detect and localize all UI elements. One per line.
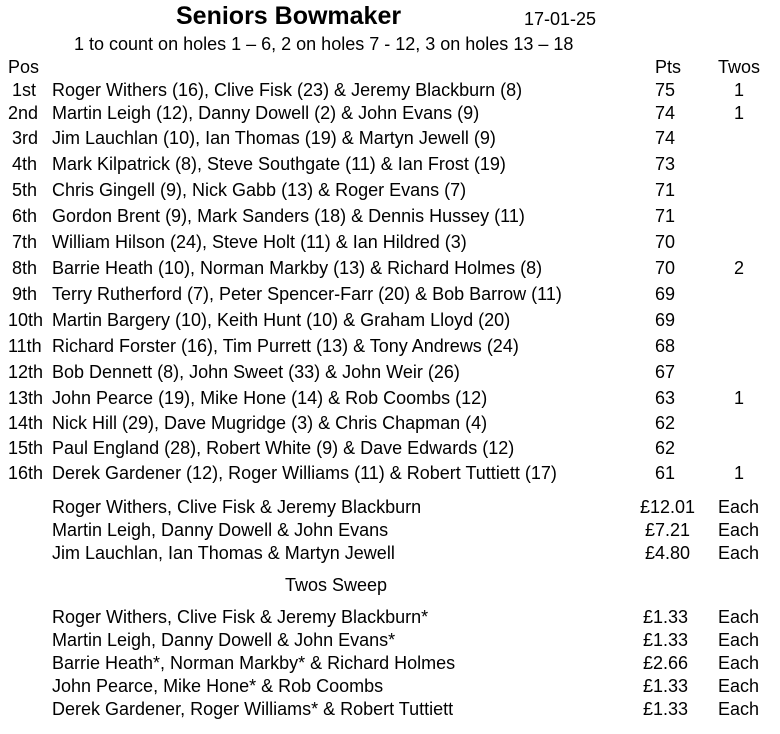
team-cell: Richard Forster (16), Tim Purrett (13) & Tony Andrews (24) (52, 336, 519, 356)
position-cell: 2nd (8, 103, 39, 123)
prize-each: Each (718, 497, 760, 517)
team-cell: Paul England (28), Robert White (9) & Dave Edwards (12) (52, 438, 515, 458)
sweep-team: Barrie Heath*, Norman Markby* & Richard Holmes (52, 653, 456, 673)
sweep-team: John Pearce, Mike Hone* & Rob Coombs (52, 676, 384, 696)
position-cell: 3rd (12, 128, 39, 148)
position-cell: 10th (8, 310, 44, 330)
team-cell: William Hilson (24), Steve Holt (11) & Ian Hildred (3) (52, 232, 467, 252)
points-cell: 63 (655, 388, 676, 408)
position-cell: 7th (12, 232, 38, 252)
points-cell: 74 (655, 103, 676, 123)
position-cell: 13th (8, 388, 44, 408)
sweep-amount: £2.66 (643, 653, 689, 673)
column-header-pos: Pos (8, 57, 40, 77)
team-cell: Martin Leigh (12), Danny Dowell (2) & John Evans (9) (52, 103, 480, 123)
position-cell: 1st (12, 80, 37, 100)
points-cell: 62 (655, 438, 676, 458)
points-cell: 71 (655, 206, 676, 226)
position-cell: 8th (12, 258, 38, 278)
team-cell: Jim Lauchlan (10), Ian Thomas (19) & Martyn Jewell (9) (52, 128, 496, 148)
sweep-each: Each (718, 630, 760, 650)
team-cell: Terry Rutherford (7), Peter Spencer-Farr (20) & Bob Barrow (11) (52, 284, 562, 304)
points-cell: 69 (655, 310, 676, 330)
twos-cell: 1 (734, 103, 745, 123)
position-cell: 9th (12, 284, 38, 304)
points-cell: 74 (655, 128, 676, 148)
points-cell: 71 (655, 180, 676, 200)
event-date: 17-01-25 (524, 9, 597, 29)
column-header-twos: Twos (718, 57, 761, 77)
sweep-amount: £1.33 (643, 676, 689, 696)
prize-each: Each (718, 520, 760, 540)
sweep-each: Each (718, 607, 760, 627)
points-cell: 70 (655, 258, 676, 278)
page-title: Seniors Bowmaker (176, 2, 402, 30)
twos-cell: 1 (734, 463, 745, 483)
team-cell: Martin Bargery (10), Keith Hunt (10) & Graham Lloyd (20) (52, 310, 511, 330)
twos-cell: 1 (734, 388, 745, 408)
sweep-team: Derek Gardener, Roger Williams* & Robert Tuttiett (52, 699, 454, 719)
prize-amount: £7.21 (645, 520, 691, 540)
team-cell: Nick Hill (29), Dave Mugridge (3) & Chris Chapman (4) (52, 413, 488, 433)
points-cell: 70 (655, 232, 676, 252)
points-cell: 73 (655, 154, 676, 174)
points-cell: 61 (655, 463, 676, 483)
points-cell: 75 (655, 80, 676, 100)
points-cell: 69 (655, 284, 676, 304)
sweep-team: Martin Leigh, Danny Dowell & John Evans* (52, 630, 396, 650)
twos-cell: 1 (734, 80, 745, 100)
points-cell: 62 (655, 413, 676, 433)
twos-cell: 2 (734, 258, 745, 278)
scoring-rules: 1 to count on holes 1 – 6, 2 on holes 7 - 12, 3 on holes 13 – 18 (74, 34, 574, 54)
sweep-each: Each (718, 699, 760, 719)
team-cell: Mark Kilpatrick (8), Steve Southgate (11) & Ian Frost (19) (52, 154, 506, 174)
sweep-each: Each (718, 676, 760, 696)
sweep-each: Each (718, 653, 760, 673)
position-cell: 16th (8, 463, 44, 483)
sweep-amount: £1.33 (643, 630, 689, 650)
team-cell: Barrie Heath (10), Norman Markby (13) & Richard Holmes (8) (52, 258, 543, 278)
position-cell: 6th (12, 206, 38, 226)
position-cell: 14th (8, 413, 44, 433)
position-cell: 5th (12, 180, 38, 200)
position-cell: 12th (8, 362, 44, 382)
team-cell: John Pearce (19), Mike Hone (14) & Rob Coombs (12) (52, 388, 488, 408)
prize-each: Each (718, 543, 760, 563)
sweep-amount: £1.33 (643, 699, 689, 719)
team-cell: Gordon Brent (9), Mark Sanders (18) & Dennis Hussey (11) (52, 206, 525, 226)
team-cell: Roger Withers (16), Clive Fisk (23) & Jeremy Blackburn (8) (52, 80, 523, 100)
team-cell: Chris Gingell (9), Nick Gabb (13) & Roger Evans (7) (52, 180, 467, 200)
prize-team: Martin Leigh, Danny Dowell & John Evans (52, 520, 389, 540)
column-header-pts: Pts (655, 57, 682, 77)
points-cell: 67 (655, 362, 676, 382)
team-cell: Bob Dennett (8), John Sweet (33) & John Weir (26) (52, 362, 460, 382)
position-cell: 11th (8, 336, 42, 356)
position-cell: 4th (12, 154, 38, 174)
sweep-team: Roger Withers, Clive Fisk & Jeremy Blackburn* (52, 607, 429, 627)
twos-sweep-title: Twos Sweep (285, 575, 388, 595)
prize-team: Roger Withers, Clive Fisk & Jeremy Blackburn (52, 497, 422, 517)
team-cell: Derek Gardener (12), Roger Williams (11) & Robert Tuttiett (17) (52, 463, 557, 483)
position-cell: 15th (8, 438, 44, 458)
points-cell: 68 (655, 336, 676, 356)
prize-amount: £12.01 (640, 497, 696, 517)
sweep-amount: £1.33 (643, 607, 689, 627)
prize-team: Jim Lauchlan, Ian Thomas & Martyn Jewell (52, 543, 395, 563)
prize-amount: £4.80 (645, 543, 691, 563)
